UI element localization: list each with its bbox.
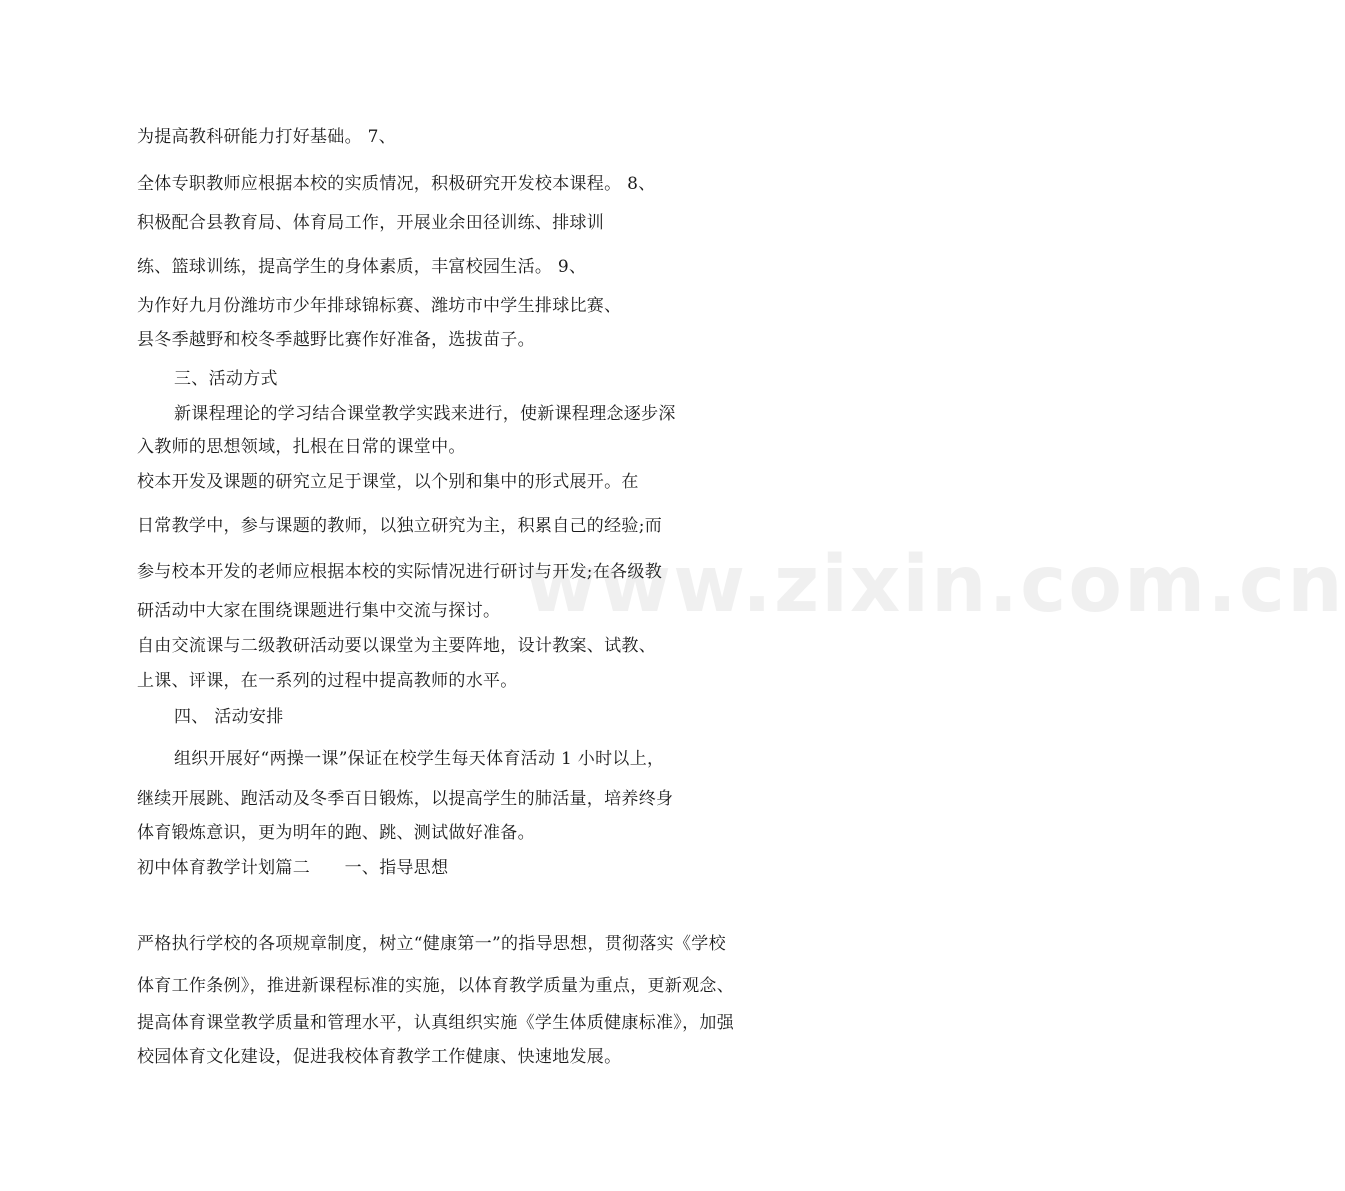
section-heading: 三、活动方式 xyxy=(174,369,278,389)
text-line: 研活动中大家在围绕课题进行集中交流与探讨。 xyxy=(137,601,501,621)
text-line: 参与校本开发的老师应根据本校的实际情况进行研讨与开发;在各级教 xyxy=(137,562,663,582)
text-line: 组织开展好“两操一课”保证在校学生每天体育活动 1 小时以上， xyxy=(174,749,665,769)
text-line: 全体专职教师应根据本校的实质情况，积极研究开发校本课程。 8、 xyxy=(137,174,656,194)
text-line: 日常教学中，参与课题的教师，以独立研究为主，积累自己的经验;而 xyxy=(137,516,663,536)
text-line: 入教师的思想领域，扎根在日常的课堂中。 xyxy=(137,437,466,457)
text-line: 校本开发及课题的研究立足于课堂，以个别和集中的形式展开。在 xyxy=(137,472,639,492)
text-line: 自由交流课与二级教研活动要以课堂为主要阵地，设计教案、试教、 xyxy=(137,636,656,656)
text-line: 体育锻炼意识，更为明年的跑、跳、测试做好准备。 xyxy=(137,823,535,843)
text-line: 体育工作条例》，推进新课程标准的实施，以体育教学质量为重点，更新观念、 xyxy=(137,976,734,996)
text-line: 为作好九月份潍坊市少年排球锦标赛、潍坊市中学生排球比赛、 xyxy=(137,296,622,316)
text-line: 校园体育文化建设，促进我校体育教学工作健康、快速地发展。 xyxy=(137,1047,622,1067)
text-line: 练、篮球训练，提高学生的身体素质，丰富校园生活。 9、 xyxy=(137,257,587,277)
text-line: 继续开展跳、跑活动及冬季百日锻炼，以提高学生的肺活量，培养终身 xyxy=(137,789,674,809)
text-line: 县冬季越野和校冬季越野比赛作好准备，选拔苗子。 xyxy=(137,330,535,350)
text-line: 新课程理论的学习结合课堂教学实践来进行，使新课程理念逐步深 xyxy=(174,404,676,424)
text-line: 提高体育课堂教学质量和管理水平，认真组织实施《学生体质健康标准》，加强 xyxy=(137,1013,734,1033)
watermark: www.zixin.com.cn xyxy=(525,540,1345,630)
text-line: 上课、评课，在一系列的过程中提高教师的水平。 xyxy=(137,671,518,691)
section-heading: 四、 活动安排 xyxy=(174,707,284,727)
text-line: 积极配合县教育局、体育局工作，开展业余田径训练、排球训 xyxy=(137,213,605,233)
text-line: 为提高教科研能力打好基础。 7、 xyxy=(137,127,397,147)
text-line: 严格执行学校的各项规章制度，树立“健康第一”的指导思想，贯彻落实《学校 xyxy=(137,934,726,954)
section-heading: 初中体育教学计划篇二 一、指导思想 xyxy=(137,858,449,878)
